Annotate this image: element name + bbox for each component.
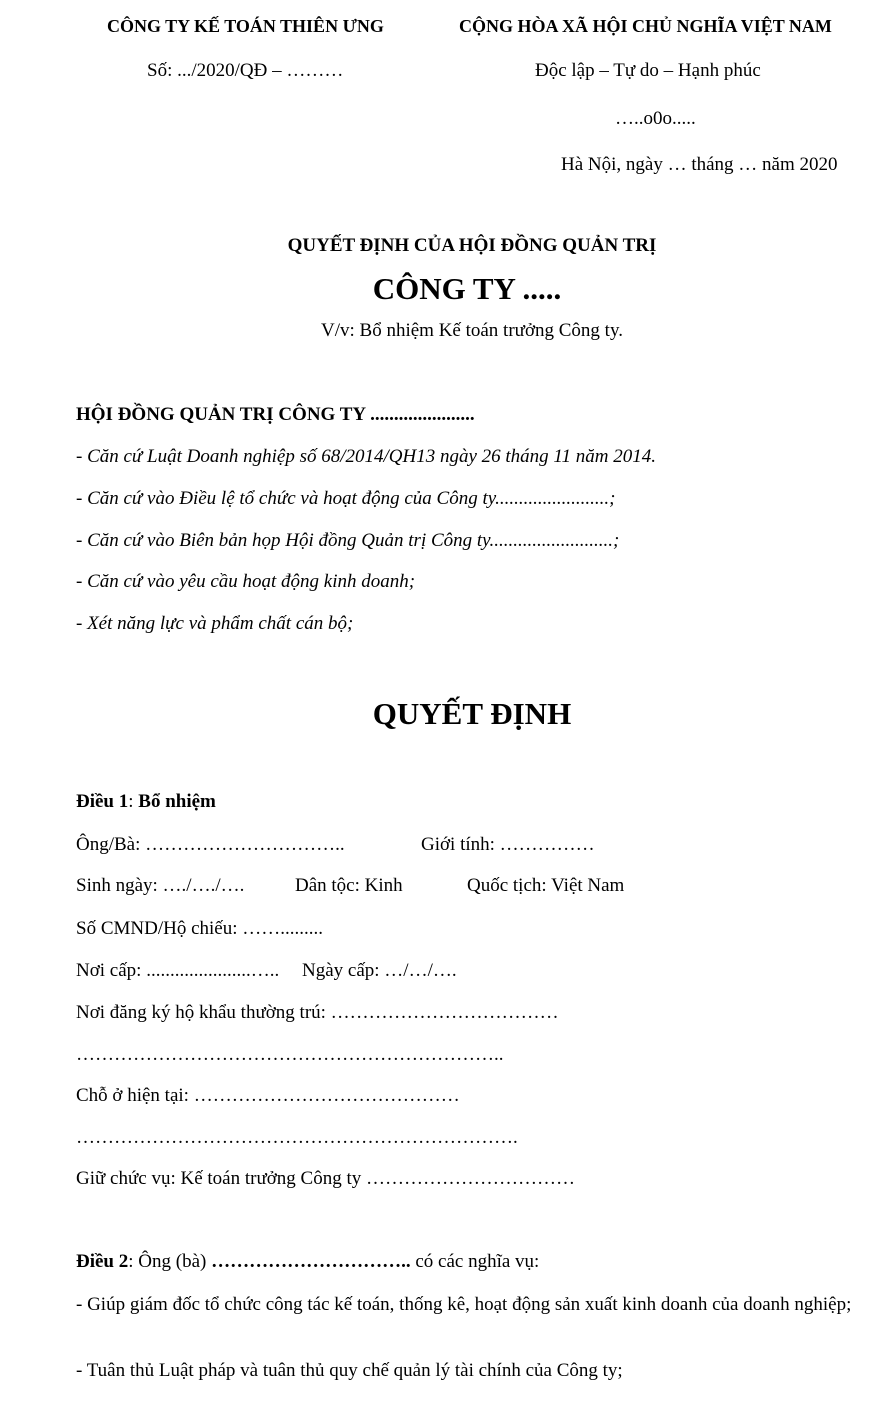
current-address-continuation: …………………………………………………………….: [76, 1127, 518, 1148]
company-title: CÔNG TY .....: [372, 271, 562, 306]
decision-title: QUYẾT ĐỊNH CỦA HỘI ĐỒNG QUẢN TRỊ: [287, 235, 657, 256]
name-field: Ông/Bà: …………………………..: [76, 834, 345, 855]
basis-item: - Căn cứ vào Điều lệ tổ chức và hoạt động của Công ty........................;: [76, 488, 616, 509]
separator: …..o0o.....: [615, 108, 696, 129]
issue-date-field: Ngày cấp: …/…/….: [302, 960, 457, 981]
basis-item: - Căn cứ Luật Doanh nghiệp số 68/2014/QH13 ngày 26 tháng 11 năm 2014.: [76, 446, 656, 467]
article2-heading: [76, 1251, 539, 1273]
motto: Độc lập – Tự do – Hạnh phúc: [535, 60, 761, 81]
decision-heading: QUYẾT ĐỊNH: [372, 696, 572, 731]
current-address-field: Chỗ ở hiện tại: ……………………………………: [76, 1085, 460, 1106]
company-name: CÔNG TY KẾ TOÁN THIÊN ƯNG: [107, 16, 384, 36]
article1-label: Điều 1: [76, 791, 129, 812]
decision-subject: V/v: Bổ nhiệm Kế toán trưởng Công ty.: [321, 320, 623, 341]
position-field: Giữ chức vụ: Kế toán trưởng Công ty ……………………………: [76, 1168, 576, 1189]
id-field: Số CMND/Hộ chiếu: …….........: [76, 918, 323, 939]
place-date: Hà Nội, ngày … tháng … năm 2020: [561, 154, 838, 175]
basis-item: - Căn cứ vào Biên bản họp Hội đồng Quản trị Công ty..........................;: [76, 530, 620, 551]
article2-label: Điều 2: [76, 1251, 129, 1272]
gender-field: Giới tính: ……………: [421, 834, 595, 855]
article1-heading: [76, 791, 216, 813]
article2-duty: - Giúp giám đốc tổ chức công tác kế toán, thống kê, hoạt động sản xuất kinh doanh của doanh nghiệp;: [76, 1294, 852, 1315]
article2-pre: : Ông (bà): [128, 1251, 212, 1272]
article2-post: có các nghĩa vụ:: [410, 1251, 540, 1272]
dob-field: Sinh ngày: …./…./….: [76, 875, 245, 896]
doc-number: Số: .../2020/QĐ – ………: [147, 60, 344, 81]
residence-continuation: …………………………………………………………..: [76, 1044, 504, 1065]
article2-duty: - Tuân thủ Luật pháp và tuân thủ quy chế quản lý tài chính của Công ty;: [76, 1360, 623, 1381]
article2-dots: …………………………..: [211, 1251, 411, 1272]
article1-colon: :: [128, 791, 139, 812]
board-heading: HỘI ĐỒNG QUẢN TRỊ CÔNG TY ......................: [76, 404, 475, 425]
basis-item: - Căn cứ vào yêu cầu hoạt động kinh doanh;: [76, 571, 416, 592]
nation-title: CỘNG HÒA XÃ HỘI CHỦ NGHĨA VIỆT NAM: [459, 16, 832, 36]
article1-title: Bổ nhiệm: [138, 791, 216, 812]
issue-place-field: Nơi cấp: ......................…..: [76, 960, 280, 981]
basis-item: - Xét năng lực và phẩm chất cán bộ;: [76, 613, 354, 634]
nationality-field: Quốc tịch: Việt Nam: [467, 875, 625, 896]
ethnicity-field: Dân tộc: Kinh: [295, 875, 403, 896]
residence-field: Nơi đăng ký hộ khẩu thường trú: ………………………………: [76, 1002, 559, 1023]
